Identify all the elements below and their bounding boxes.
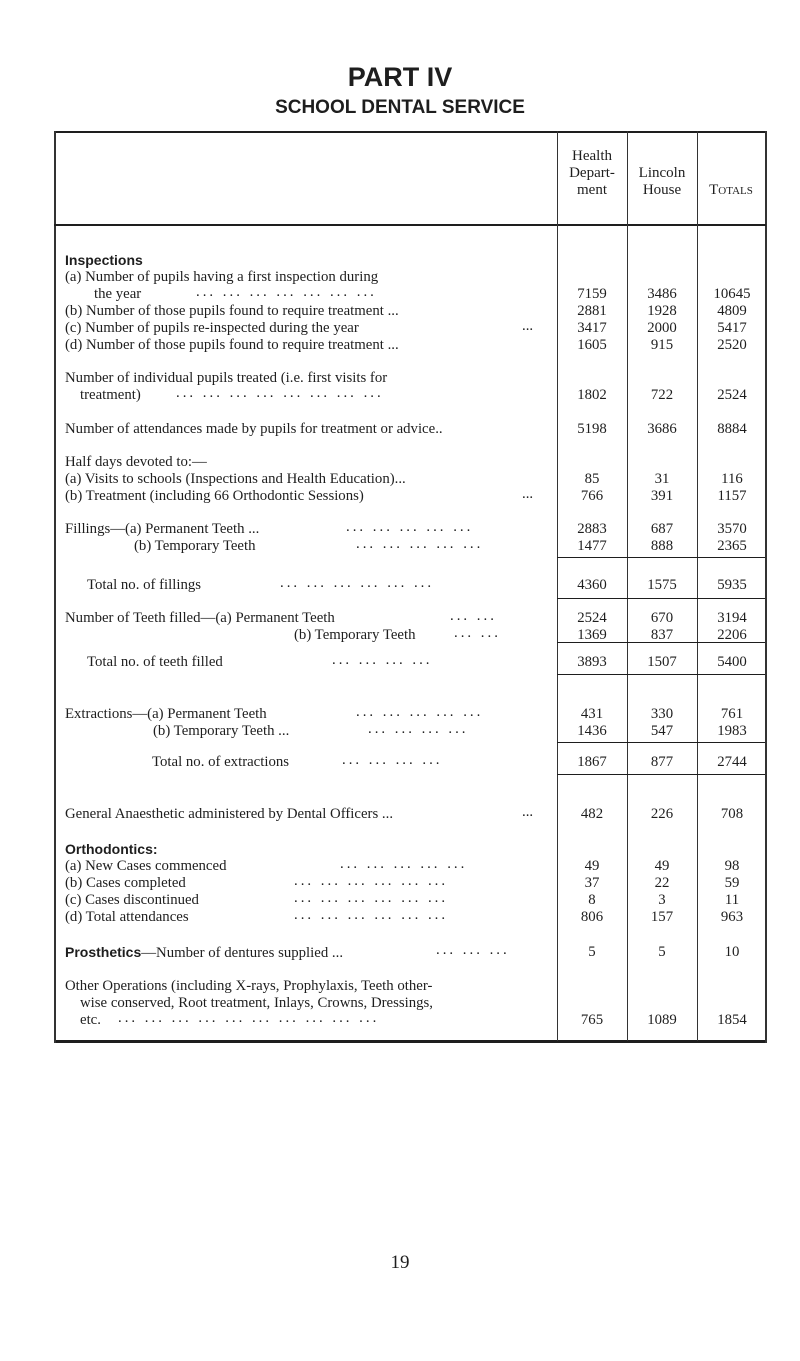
cell-lincoln: 3486 <box>647 286 677 302</box>
leader-dots: ... ... ... ... <box>368 721 469 737</box>
leader-dots: ... ... ... ... <box>342 752 443 768</box>
cell-lincoln: 3 <box>658 892 666 908</box>
row-label: (b) Temporary Teeth ... <box>153 723 290 739</box>
row-label: (c) Number of pupils re-inspected during the year <box>65 320 359 336</box>
cell-lincoln: 330 <box>650 706 674 722</box>
row-label: General Anaesthetic administered by Dental Officers ... <box>65 806 394 822</box>
cell-health: 1436 <box>577 723 607 739</box>
cell-health: 4360 <box>577 577 607 593</box>
row-label: (b) Temporary Teeth <box>294 627 416 643</box>
cell-total: 98 <box>724 858 740 874</box>
row-label: the year <box>94 286 142 302</box>
row-label: Number of individual pupils treated (i.e. first visits for <box>65 370 388 386</box>
cell-health: 1369 <box>577 627 607 643</box>
page-number: 19 <box>390 1252 410 1273</box>
cell-health: 766 <box>580 488 604 504</box>
section-heading-orthodontics: Orthodontics: <box>65 841 158 857</box>
leader-dots: ... ... ... ... ... ... ... <box>196 284 377 300</box>
row-label: (a) New Cases commenced <box>65 858 227 874</box>
header-line: Depart- <box>569 165 615 181</box>
subtotal-rule <box>557 674 765 675</box>
cell-total: 8884 <box>717 421 747 437</box>
cell-total: 5935 <box>717 577 747 593</box>
row-label: Total no. of fillings <box>87 577 202 593</box>
row-label: (d) Number of those pupils found to require treatment ... <box>65 337 399 353</box>
cell-total: 2520 <box>717 337 747 353</box>
cell-health: 1802 <box>577 387 607 403</box>
cell-total: 11 <box>724 892 740 908</box>
cell-lincoln: 1507 <box>647 654 677 670</box>
leader-dots: ... ... ... ... ... <box>356 536 484 552</box>
cell-health: 5198 <box>577 421 607 437</box>
cell-total: 116 <box>721 471 743 487</box>
cell-health: 5 <box>588 944 596 960</box>
prosthetics-row <box>65 944 343 961</box>
cell-lincoln: 687 <box>650 521 674 537</box>
row-label: Total no. of extractions <box>152 754 290 770</box>
leader-dots: ... ... ... ... ... <box>340 856 468 872</box>
row-label: Number of Teeth filled—(a) Permanent Teeth <box>65 610 335 626</box>
leader-dots: ... ... ... <box>436 942 510 958</box>
subtotal-rule <box>557 742 765 743</box>
cell-lincoln: 670 <box>650 610 674 626</box>
cell-health: 1605 <box>577 337 607 353</box>
row-label: Total no. of teeth filled <box>87 654 223 670</box>
col-header-totals <box>697 182 765 199</box>
header-separator <box>54 224 766 226</box>
cell-total: 10 <box>724 944 740 960</box>
cell-total: 2744 <box>717 754 747 770</box>
cell-lincoln: 2000 <box>647 320 677 336</box>
cell-lincoln: 547 <box>650 723 674 739</box>
cell-health: 7159 <box>577 286 607 302</box>
row-label: —Number of dentures supplied ... <box>141 945 344 961</box>
cell-lincoln: 5 <box>658 944 666 960</box>
cell-lincoln: 722 <box>650 387 674 403</box>
cell-lincoln: 391 <box>650 488 674 504</box>
subtotal-rule <box>557 557 765 558</box>
cell-health: 1477 <box>577 538 607 554</box>
row-label: Other Operations (including X-rays, Prophylaxis, Teeth other- <box>65 978 433 994</box>
subtotal-rule <box>557 774 765 775</box>
row-label: (b) Temporary Teeth <box>134 538 256 554</box>
cell-total: 2524 <box>717 387 747 403</box>
cell-total: 10645 <box>713 286 751 302</box>
header-line: Lincoln <box>638 165 686 181</box>
cell-lincoln: 1928 <box>647 303 677 319</box>
leader-dots: ... ... ... ... <box>332 652 433 668</box>
cell-health: 3417 <box>577 320 607 336</box>
cell-health: 85 <box>584 471 600 487</box>
cell-health: 482 <box>580 806 604 822</box>
row-label: Fillings—(a) Permanent Teeth ... <box>65 521 260 537</box>
leader-dots: ... ... ... ... ... ... <box>294 907 449 923</box>
cell-total: 5417 <box>717 320 747 336</box>
cell-health: 49 <box>584 858 600 874</box>
leader-dots: ... ... ... ... ... ... <box>294 890 449 906</box>
leader-dots: ... ... ... ... ... <box>356 704 484 720</box>
cell-health: 8 <box>588 892 596 908</box>
cell-lincoln: 837 <box>650 627 674 643</box>
cell-lincoln: 3686 <box>647 421 677 437</box>
cell-health: 1867 <box>577 754 607 770</box>
table-top-border <box>54 131 766 133</box>
cell-total: 2365 <box>717 538 747 554</box>
cell-health: 806 <box>580 909 604 925</box>
row-label: Half days devoted to:— <box>65 454 207 470</box>
table-bottom-border <box>54 1040 766 1043</box>
subtotal-rule <box>557 598 765 599</box>
header-line: ment <box>577 182 607 198</box>
cell-lincoln: 157 <box>650 909 674 925</box>
row-label: (a) Number of pupils having a first inspection during <box>65 269 379 285</box>
page-subtitle: SCHOOL DENTAL SERVICE <box>275 97 525 118</box>
col-header-lincoln-house <box>627 165 697 199</box>
cell-total: 1983 <box>717 723 747 739</box>
row-label: Number of attendances made by pupils for treatment or advice.. <box>65 421 443 437</box>
cell-lincoln: 915 <box>650 337 674 353</box>
cell-total: 3194 <box>717 610 747 626</box>
cell-total: 3570 <box>717 521 747 537</box>
cell-total: 761 <box>720 706 744 722</box>
header-line: House <box>642 182 682 198</box>
cell-lincoln: 31 <box>654 471 670 487</box>
cell-total: 708 <box>720 806 744 822</box>
leader-dots: ... ... ... ... ... ... ... ... ... ... <box>118 1010 380 1026</box>
leader-dots: ... ... ... ... ... ... <box>280 575 435 591</box>
leader-dots: ... ... ... ... ... ... <box>294 873 449 889</box>
cell-health: 3893 <box>577 654 607 670</box>
row-label: (a) Visits to schools (Inspections and Health Education)... <box>65 471 406 487</box>
row-label: (b) Treatment (including 66 Orthodontic Sessions) <box>65 488 364 504</box>
row-label: (b) Number of those pupils found to require treatment ... <box>65 303 399 319</box>
leader-dots: ... ... ... ... ... ... ... ... <box>176 385 384 401</box>
cell-total: 5400 <box>717 654 747 670</box>
page-title: PART IV <box>347 62 453 92</box>
row-label: wise conserved, Root treatment, Inlays, Crowns, Dressings, <box>80 995 434 1011</box>
cell-health: 2883 <box>577 521 607 537</box>
cell-total: 2206 <box>717 627 747 643</box>
cell-total: 1854 <box>717 1012 747 1028</box>
cell-health: 2881 <box>577 303 607 319</box>
table-left-border <box>54 131 56 1043</box>
cell-lincoln: 49 <box>654 858 670 874</box>
cell-lincoln: 1089 <box>647 1012 677 1028</box>
leader-dots: ... <box>522 318 534 334</box>
row-label: (b) Cases completed <box>65 875 186 891</box>
leader-dots: ... <box>522 486 534 502</box>
section-heading-inspections: Inspections <box>65 252 143 268</box>
cell-lincoln: 226 <box>650 806 674 822</box>
section-heading-prosthetics: Prosthetics <box>65 944 142 960</box>
cell-total: 963 <box>720 909 744 925</box>
leader-dots: ... ... <box>450 608 497 624</box>
cell-total: 59 <box>724 875 740 891</box>
leader-dots: ... ... <box>454 625 501 641</box>
leader-dots: ... ... ... ... ... <box>346 519 474 535</box>
cell-lincoln: 877 <box>650 754 674 770</box>
dental-service-table <box>56 131 766 1042</box>
row-label: (c) Cases discontinued <box>65 892 199 908</box>
header-line: Totals <box>709 182 753 198</box>
cell-total: 4809 <box>717 303 747 319</box>
col-header-health-department <box>557 148 627 199</box>
cell-health: 2524 <box>577 610 607 626</box>
row-label: treatment) <box>80 387 141 403</box>
leader-dots: ... <box>522 804 534 820</box>
cell-health: 37 <box>584 875 600 891</box>
subtotal-rule <box>557 642 765 643</box>
row-label: etc. <box>80 1012 101 1028</box>
cell-lincoln: 888 <box>650 538 674 554</box>
row-label: (d) Total attendances <box>65 909 189 925</box>
row-label: Extractions—(a) Permanent Teeth <box>65 706 267 722</box>
header-line: Health <box>572 148 612 164</box>
cell-health: 765 <box>580 1012 604 1028</box>
cell-total: 1157 <box>717 488 747 504</box>
cell-lincoln: 1575 <box>647 577 677 593</box>
cell-health: 431 <box>580 706 604 722</box>
cell-lincoln: 22 <box>654 875 670 891</box>
